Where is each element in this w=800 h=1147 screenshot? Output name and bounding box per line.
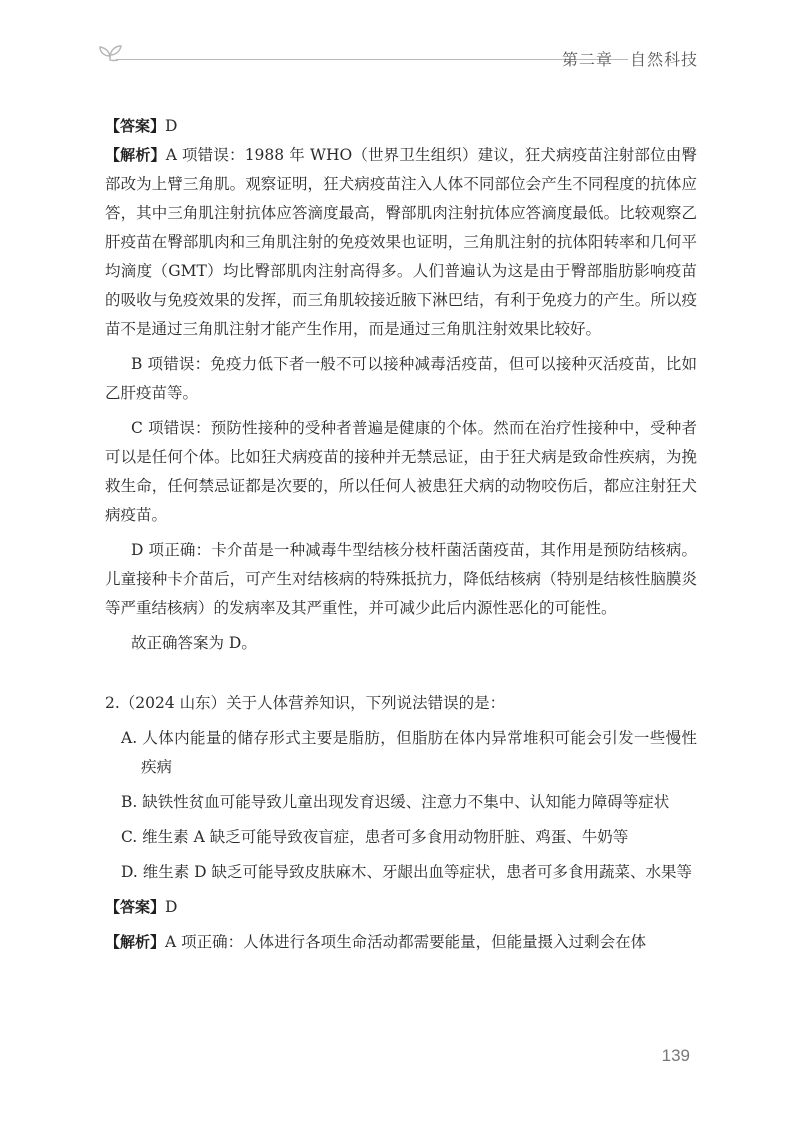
analysis-a-text: A 项正确：人体进行各项生命活动都需要能量，但能量摄入过剩会在体 (165, 933, 647, 951)
answer-label: 【答案】 (105, 117, 166, 135)
q2-answer (105, 893, 697, 922)
q2-stem: 2.（2024 山东）关于人体营养知识，下列说法错误的是： (105, 694, 506, 712)
q1-analysis-d: D 项正确：卡介苗是一种减毒牛型结核分枝杆菌活菌疫苗，其作用是预防结核病。儿童接种卡介苗后，可产生对结核病的特殊抵抗力，降低结核病（特别是结核性脑膜炎等严重结核病）的发病率及其严重性，并可减少此后内源性恶化的可能性。 (105, 541, 697, 617)
q1-analysis-b: B 项错误：免疫力低下者一般不可以接种减毒活疫苗，但可以接种灭活疫苗，比如乙肝疫苗等。 (105, 355, 697, 402)
answer-label: 【答案】 (105, 898, 166, 916)
page-number: 139 (661, 1046, 690, 1065)
answer-value: D (165, 898, 178, 916)
q1-analysis-c: C 项错误：预防性接种的受种者普遍是健康的个体。然而在治疗性接种中，受种者可以是任何个体。比如狂犬病疫苗的接种并无禁忌证，由于狂犬病是致命性疾病，为挽救生命，任何禁忌证都是次要的，所以任何人被患狂犬病的动物咬伤后，都应注射狂犬病疫苗。 (105, 419, 697, 524)
analysis-a-text: A 项错误：1988 年 WHO（世界卫生组织）建议，狂犬病疫苗注射部位由臀部改为上臂三角肌。观察证明，狂犬病疫苗注入人体不同部位会产生不同程度的抗体应答，其中三角肌注射抗体应答滴度最高，臀部肌肉注射抗体应答滴度最低。比较观察乙肝疫苗在臀部肌肉和三角肌注射的免疫效果也证明，三角肌注射的抗体阳转率和几何平均滴度（GMT）均比臀部肌肉注射高得多。人们普遍认为这是由于臀部脂肪影响疫苗的吸收与免疫效果的发挥，而三角肌较接近腋下淋巴结，有利于免疫力的产生。所以疫苗不是通过三角肌注射才能产生作用，而是通过三角肌注射效果比较好。 (105, 146, 697, 338)
q2-option-d: D. 维生素 D 缺乏可能导致皮肤麻木、牙龈出血等症状，患者可多食用蔬菜、水果等 (121, 863, 693, 881)
q2-analysis-a (105, 928, 697, 957)
running-header (96, 40, 698, 70)
q2-option-a: A. 人体内能量的储存形式主要是脂肪，但脂肪在体内异常堆积可能会引发一些慢性疾病 (121, 729, 697, 776)
q1-analysis-a (105, 141, 697, 344)
analysis-label: 【解析】 (105, 933, 166, 951)
header-rule (116, 59, 628, 60)
chapter-title: 第二章 自然科技 (561, 50, 698, 69)
page-body (105, 112, 697, 957)
answer-value: D (165, 117, 178, 135)
q2-option-b: B. 缺铁性贫血可能导致儿童出现发育迟缓、注意力不集中、认知能力障碍等症状 (121, 793, 670, 811)
q1-conclusion: 故正确答案为 D。 (131, 634, 257, 652)
analysis-label: 【解析】 (105, 146, 166, 164)
q1-answer (105, 112, 697, 141)
q2-option-c: C. 维生素 A 缺乏可能导致夜盲症，患者可多食用动物肝脏、鸡蛋、牛奶等 (121, 828, 629, 846)
